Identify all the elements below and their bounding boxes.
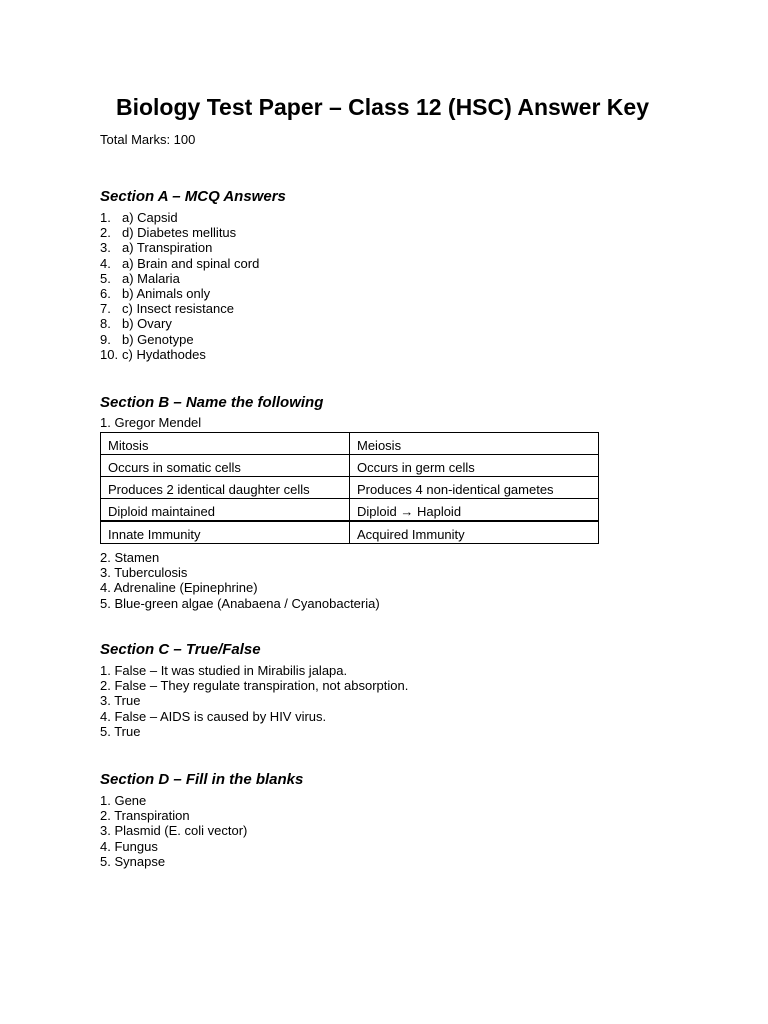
list-item: 5. Synapse — [100, 853, 166, 869]
table-cell: Occurs in germ cells — [350, 455, 599, 477]
page-title: Biology Test Paper – Class 12 (HSC) Answer Key — [115, 94, 649, 120]
item-number: 1. — [100, 210, 111, 225]
item-text: a) Capsid — [122, 210, 178, 225]
table-cell: Diploid maintained — [101, 499, 350, 522]
table-row — [101, 499, 599, 522]
item-number: 6. — [100, 285, 111, 301]
list-item — [100, 271, 259, 286]
item-text: a) Brain and spinal cord — [122, 255, 260, 271]
section-d-heading: Section D – Fill in the blanks — [100, 771, 304, 788]
list-item: 4. Adrenaline (Epinephrine) — [100, 580, 258, 596]
item-text: a) Malaria — [122, 270, 180, 286]
item-number: 9. — [100, 331, 111, 347]
table-row — [101, 477, 599, 499]
item-number: 2. — [100, 225, 111, 241]
table-cell: Mitosis — [101, 433, 350, 455]
item-text: b) Animals only — [122, 285, 211, 301]
list-item: 1. Gene — [100, 793, 147, 808]
section-a-heading: Section A – MCQ Answers — [100, 188, 286, 205]
section-a-list — [100, 210, 259, 362]
list-item — [100, 301, 259, 316]
list-item: 4. Fungus — [100, 838, 158, 854]
item-text: c) Hydathodes — [122, 346, 206, 362]
table-row — [101, 455, 599, 477]
table-cell: Acquired Immunity — [350, 521, 599, 544]
section-d-list — [100, 793, 247, 869]
table-cell: Meiosis — [350, 433, 599, 455]
table-cell: Innate Immunity — [101, 521, 350, 544]
table-row — [101, 433, 599, 455]
list-item — [100, 316, 259, 331]
item-number: 3. — [100, 240, 111, 256]
table-cell: Produces 2 identical daughter cells — [101, 477, 350, 499]
table-cell: Diploid → Haploid — [350, 499, 599, 522]
item-text: a) Transpiration — [122, 240, 213, 256]
list-item: 2. Stamen — [100, 550, 160, 565]
table-row — [101, 521, 599, 544]
list-item: 3. True — [100, 693, 141, 709]
list-item: 2. False – They regulate transpiration, not absorption. — [100, 678, 409, 694]
section-c-list — [100, 663, 408, 739]
item-text: b) Genotype — [122, 331, 194, 347]
table-cell: Produces 4 non-identical gametes — [350, 477, 599, 499]
section-b-first-item: 1. Gregor Mendel — [100, 415, 202, 430]
list-item — [100, 332, 259, 347]
list-item: 3. Tuberculosis — [100, 565, 188, 581]
item-number: 4. — [100, 255, 111, 271]
item-number: 5. — [100, 270, 111, 286]
comparison-table — [100, 432, 599, 544]
item-text: d) Diabetes mellitus — [122, 225, 237, 241]
item-number: 8. — [100, 316, 111, 332]
item-number: 10. — [100, 346, 119, 362]
section-b-list — [100, 550, 380, 611]
list-item — [100, 256, 259, 271]
total-marks: Total Marks: 100 — [100, 132, 196, 147]
item-text: b) Ovary — [122, 316, 172, 332]
list-item: 2. Transpiration — [100, 808, 190, 824]
list-item: 5. Blue-green algae (Anabaena / Cyanobacteria) — [100, 595, 380, 611]
section-b-heading: Section B – Name the following — [100, 394, 324, 411]
list-item — [100, 210, 259, 225]
list-item: 3. Plasmid (E. coli vector) — [100, 823, 248, 839]
item-text: c) Insect resistance — [122, 301, 234, 317]
list-item: 4. False – AIDS is caused by HIV virus. — [100, 708, 327, 724]
item-number: 7. — [100, 301, 111, 317]
list-item — [100, 286, 259, 301]
list-item — [100, 347, 259, 362]
section-c-heading: Section C – True/False — [100, 641, 261, 658]
table-cell: Occurs in somatic cells — [101, 455, 350, 477]
list-item — [100, 240, 259, 255]
list-item — [100, 225, 259, 240]
list-item: 5. True — [100, 723, 141, 739]
list-item: 1. False – It was studied in Mirabilis jalapa. — [100, 663, 348, 678]
